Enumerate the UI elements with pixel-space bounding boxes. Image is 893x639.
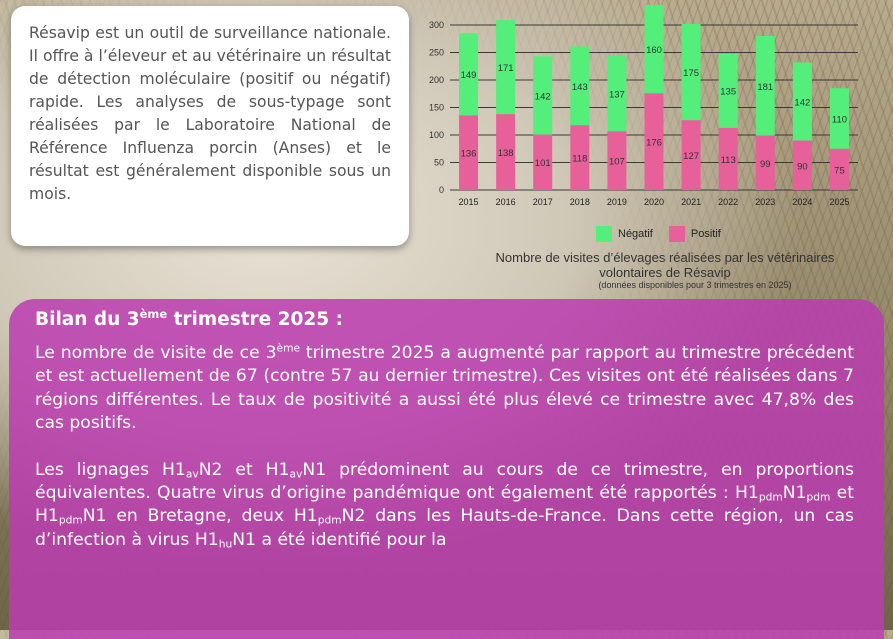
label-positif-2018: 118: [572, 153, 588, 165]
legend-swatch-negatif: [596, 226, 612, 242]
label-positif-2021: 127: [683, 151, 700, 163]
bilan-panel: [9, 299, 884, 639]
intro-text: Résavip est un outil de surveillance nationale. Il offre à l’éleveur et au vétérinaire un résultat de détection moléculaire (positif ou négatif) rapide. Les analyses de sous-typage sont réalisées par le Laboratoire National de Référence Influenza porcin (Anses) et le résultat est généralement disponible sous un mois.: [29, 24, 391, 203]
label-negatif-2022: 135: [720, 86, 737, 98]
label-positif-2020: 176: [646, 137, 662, 149]
legend-label-negatif: Négatif: [618, 228, 653, 240]
x-tick-label-2017: 2017: [532, 197, 553, 207]
label-negatif-2015: 149: [460, 70, 477, 82]
p2-t6: N1 en Bretagne, deux H1: [82, 506, 318, 527]
bilan-title-sup: ème: [139, 307, 168, 322]
sub-pdm-3: pdm: [58, 514, 83, 528]
label-negatif-2017: 142: [534, 91, 551, 103]
chart-svg: [418, 0, 893, 230]
bilan-p1-a: Le nombre de visite de ce 3: [35, 343, 277, 363]
y-tick-label-300: 300: [428, 20, 444, 30]
sub-av-2: av: [289, 467, 303, 481]
bilan-paragraph-2: [35, 459, 854, 553]
p2-t1: Les lignages H1: [35, 459, 186, 480]
legend-label-positif: Positif: [690, 228, 721, 240]
legend-item-positif: [669, 226, 721, 242]
x-tick-label-2015: 2015: [458, 197, 479, 207]
y-tick-label-150: 150: [428, 102, 444, 113]
chart-subtitle: (données disponibles pour 3 trimestres en 2025): [598, 280, 792, 290]
p2-t8: N1 a été identifié pour la: [232, 529, 447, 550]
x-tick-label-2025: 2025: [829, 197, 850, 207]
p2-t3: N1 prédominent au cours de ce trimestre, en proportions équivalentes. Quatre virus d’origine pandémique ont également été rapportés : H1: [35, 459, 854, 504]
label-positif-2015: 136: [460, 148, 477, 160]
label-negatif-2019: 137: [608, 89, 625, 101]
label-negatif-2018: 143: [571, 81, 588, 93]
label-positif-2022: 113: [720, 154, 736, 166]
bilan-paragraph-1: [35, 342, 854, 436]
label-negatif-2024: 142: [794, 97, 811, 109]
label-positif-2017: 101: [534, 158, 551, 170]
label-negatif-2016: 171: [497, 63, 514, 75]
label-positif-2024: 90: [797, 161, 808, 173]
p2-t2: N2 et H1: [198, 459, 290, 480]
y-tick-label-50: 50: [433, 157, 444, 168]
chart-legend: [596, 226, 737, 242]
label-negatif-2021: 175: [683, 68, 700, 80]
x-tick-label-2019: 2019: [606, 197, 627, 207]
legend-item-negatif: [596, 226, 653, 242]
x-tick-label-2022: 2022: [718, 197, 739, 207]
p2-t7: N2 dans les Hauts-de-France. Dans cette région, un cas d’infection à virus H1: [35, 506, 854, 550]
bilan-p1-b: trimestre 2025 a augmenté par rapport au trimestre précédent et est actuellement de 67 (contre 57 au dernier trimestre). Ces visites ont été réalisées dans 7 régions différentes. Le taux de positivité a aussi été plus élevé ce trimestre avec 47,8% des cas positifs.: [35, 343, 855, 434]
p2-t4: N1: [782, 483, 807, 504]
label-positif-2016: 138: [497, 148, 514, 160]
bilan-title-pre: Bilan du 3: [35, 309, 140, 330]
label-negatif-2025: 110: [831, 114, 848, 126]
bilan-title: [35, 309, 854, 330]
sub-pdm-4: pdm: [317, 514, 342, 528]
x-tick-label-2016: 2016: [495, 197, 516, 207]
label-positif-2019: 107: [608, 156, 625, 168]
y-tick-label-100: 100: [428, 130, 444, 140]
x-tick-label-2024: 2024: [792, 197, 813, 207]
x-tick-label-2021: 2021: [681, 197, 702, 207]
sub-hu: hu: [218, 537, 233, 551]
x-tick-label-2018: 2018: [569, 197, 590, 207]
intro-card: [11, 6, 409, 246]
sub-pdm-2: pdm: [806, 490, 831, 504]
label-negatif-2023: 181: [757, 81, 774, 93]
y-tick-label-0: 0: [438, 185, 444, 195]
bilan-title-post: trimestre 2025 :: [167, 309, 343, 330]
label-positif-2023: 99: [759, 158, 771, 170]
label-negatif-2020: 160: [646, 45, 662, 57]
chart-title: Nombre de visites d’élevages réalisées par les vétérinaires volontaires de Résavip: [495, 250, 835, 280]
x-tick-label-2020: 2020: [643, 197, 665, 207]
legend-swatch-positif: [669, 226, 685, 242]
y-tick-label-200: 200: [428, 75, 444, 85]
y-tick-label-250: 250: [428, 47, 444, 58]
chart-caption: [470, 250, 860, 291]
bilan-p1-sup: ème: [276, 341, 301, 355]
label-positif-2025: 75: [834, 165, 845, 177]
x-tick-label-2023: 2023: [755, 197, 776, 207]
sub-pdm-1: pdm: [758, 490, 783, 504]
p2-t5: et H1: [35, 483, 854, 527]
sub-av-1: av: [185, 467, 199, 481]
